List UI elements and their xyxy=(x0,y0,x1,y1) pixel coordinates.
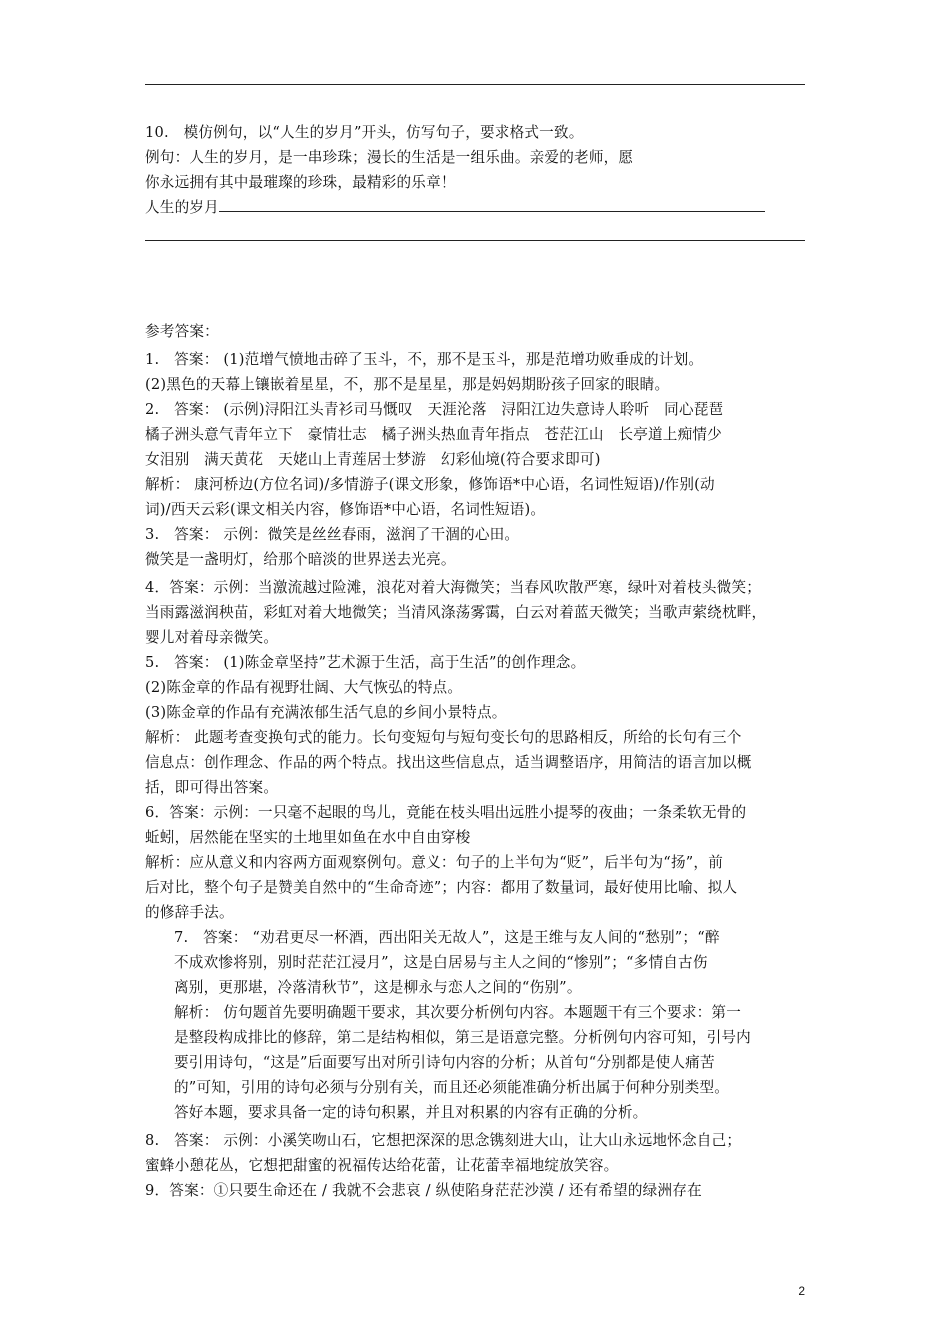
answer-line: 不成欢惨将别，别时茫茫江浸月”，这是白居易与主人之间的“惨别”；“多情自古伤 xyxy=(174,954,708,971)
answer-line: 4．答案：示例：当激流越过险滩，浪花对着大海微笑；当春风吹散严寒，绿叶对着枝头微笑； xyxy=(145,579,762,596)
answer-line: 蚯蚓，居然能在坚实的土地里如鱼在水中自由穿梭 xyxy=(145,829,471,846)
q10-title: 10. 模仿例句，以“人生的岁月”开头，仿写句子，要求格式一致。 xyxy=(145,124,584,141)
answer-line: 解析：应从意义和内容两方面观察例句。意义：句子的上半句为“贬”，后半句为“扬”，前 xyxy=(145,854,724,871)
answer-line: 7. 答案： “劝君更尽一杯酒，西出阳关无故人”，这是王维与友人间的“愁别”；“醉 xyxy=(174,929,720,946)
q10-example-line-2: 你永远拥有其中最璀璨的珍珠，最精彩的乐章！ xyxy=(145,174,456,191)
answer-line: (2)陈金章的作品有视野壮阔、大气恢弘的特点。 xyxy=(145,679,463,696)
answer-line: 5. 答案： (1)陈金章坚持”艺术源于生活，高于生活”的创作理念。 xyxy=(145,654,586,671)
answer-line: 解析： 此题考查变换句式的能力。长句变短句与短句变长句的思路相反，所给的长句有三个 xyxy=(145,729,742,746)
answer-line: 6．答案：示例：一只毫不起眼的鸟儿，竟能在枝头唱出远胜小提琴的夜曲；一条柔软无骨的 xyxy=(145,804,747,821)
answer-line: 要引用诗句，“这是”后面要写出对所引诗句内容的分析；从首句“分别都是使人痛苦 xyxy=(174,1054,715,1071)
answers-heading: 参考答案： xyxy=(145,323,219,340)
q10-answer-blank xyxy=(219,211,765,212)
answer-line: 蜜蜂小憩花丛，它想把甜蜜的祝福传达给花蕾，让花蕾幸福地绽放笑容。 xyxy=(145,1157,619,1174)
answer-line: 解析： 仿句题首先要明确题干要求，其次要分析例句内容。本题题干有三个要求：第一 xyxy=(174,1004,742,1021)
answer-line: 离别，更那堪，冷落清秋节”，这是柳永与恋人之间的“伤别”。 xyxy=(174,979,582,996)
answer-line: 是整段构成排比的修辞，第二是结构相似，第三是语意完整。分析例句内容可知，引号内 xyxy=(174,1029,751,1046)
answer-line: 答好本题，要求具备一定的诗句积累，并且对积累的内容有正确的分析。 xyxy=(174,1104,648,1121)
answer-line: 解析： 康河桥边(方位名词)/多情游子(课文形象，修饰语*中心语，名词性短语)/作别(动 xyxy=(145,476,715,493)
answer-line: 婴儿对着母亲微笑。 xyxy=(145,629,279,646)
answer-line: (3)陈金章的作品有充满浓郁生活气息的乡间小景特点。 xyxy=(145,704,507,721)
answer-line: (2)黑色的天幕上镶嵌着星星，不，那不是星星，那是妈妈期盼孩子回家的眼睛。 xyxy=(145,376,670,393)
q10-prompt-row xyxy=(145,201,765,216)
answer-line: 微笑是一盏明灯，给那个暗淡的世界送去光亮。 xyxy=(145,551,456,568)
q10-prompt: 人生的岁月 xyxy=(145,199,219,216)
answer-line: 橘子洲头意气青年立下 豪情壮志 橘子洲头热血青年指点 苍茫江山 长亭道上痴情少 xyxy=(145,426,722,443)
answer-line: 信息点：创作理念、作品的两个特点。找出这些信息点，适当调整语序，用简洁的语言加以概 xyxy=(145,754,752,771)
answer-line: 当雨露滋润秧苗，彩虹对着大地微笑；当清风涤荡雾霭，白云对着蓝天微笑；当歌声萦绕枕畔， xyxy=(145,604,767,621)
answer-line: 2. 答案： (示例)浔阳江头青衫司马慨叹 天涯沦落 浔阳江边失意诗人聆听 同心琵琶 xyxy=(145,401,724,418)
q10-example-line-1: 例句：人生的岁月，是一串珍珠；漫长的生活是一组乐曲。亲爱的老师，愿 xyxy=(145,149,634,166)
answer-line: 3. 答案： 示例：微笑是丝丝春雨，滋润了干涸的心田。 xyxy=(145,526,520,543)
answer-line: 的修辞手法。 xyxy=(145,904,234,921)
page-number: 2 xyxy=(798,1284,805,1298)
answer-line: 9．答案：①只要生命还在 / 我就不会悲哀 / 纵使陷身茫茫沙漠 / 还有希望的绿洲存在 xyxy=(145,1182,702,1199)
answer-line: 括，即可得出答案。 xyxy=(145,779,279,796)
answer-line: 女泪别 满天黄花 天姥山上青莲居士梦游 幻彩仙境(符合要求即可) xyxy=(145,451,601,468)
answer-line: 的”可知，引用的诗句必须与分别有关，而且还必须能准确分析出属于何种分别类型。 xyxy=(174,1079,730,1096)
answer-line: 1. 答案： (1)范增气愤地击碎了玉斗，不，那不是玉斗，那是范增功败垂成的计划。 xyxy=(145,351,704,368)
answer-line-top xyxy=(145,84,805,85)
q10-answer-line xyxy=(145,240,805,241)
answer-line: 词)/西天云彩(课文相关内容，修饰语*中心语，名词性短语)。 xyxy=(145,501,546,518)
answer-line: 后对比，整个句子是赞美自然中的“生命奇迹”；内容：都用了数量词，最好使用比喻、拟人 xyxy=(145,879,738,896)
answer-line: 8. 答案： 示例：小溪笑吻山石，它想把深深的思念镌刻进大山，让大山永远地怀念自己； xyxy=(145,1132,742,1149)
